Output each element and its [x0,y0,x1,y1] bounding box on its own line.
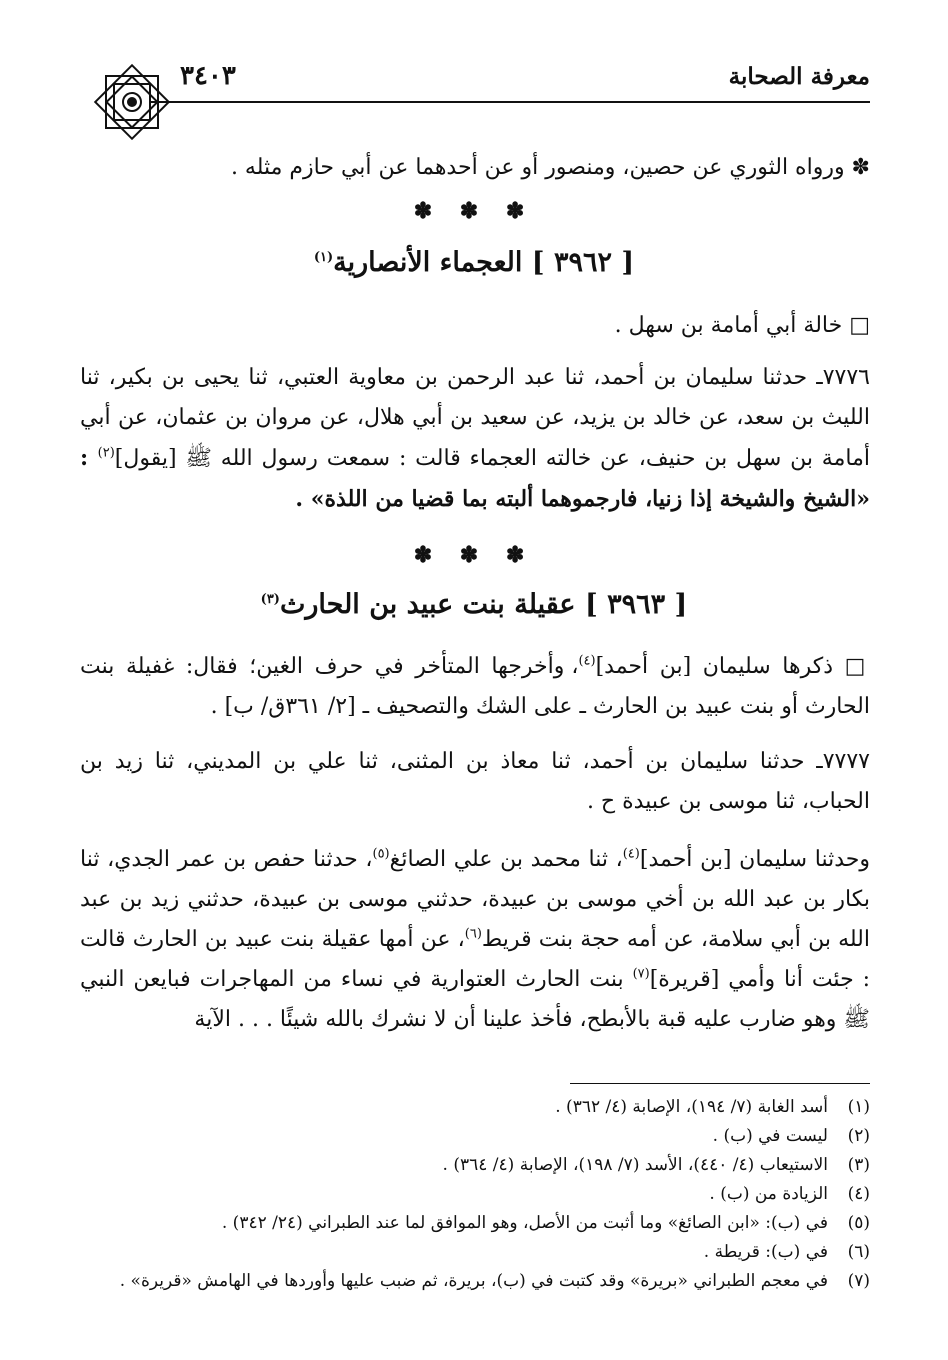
footnote-item [80,1093,870,1122]
bio-3963 [80,647,870,727]
footnote-ref: (٢) [97,445,115,461]
entry-heading-3963 [78,589,870,620]
section-separator-2: ✽ ✽ ✽ [413,542,535,568]
hadith-text: وحدثنا سليمان [بن أحمد] [639,847,870,872]
footnote-ref: (٤) [578,653,596,669]
heading-text: [ ٣٩٦٢ ] العجماء الأنصارية [333,247,635,278]
bio-3962 [80,306,870,346]
footnote-number: (٦) [847,1242,870,1262]
footnote-ref: (٧) [632,966,650,982]
section-separator: ✽ ✽ ✽ [413,198,535,224]
hadith-quote: : «الشيخ والشيخة إذا زنيا، فارجموهما ألبته بما قضيا من اللذة» . [80,445,870,512]
hadith-text: ، حدثنا حفص بن عمر الجدي، ثنا بكار بن عبد الله بن أخي موسى بن عبيدة، حدثني موسى بن عبيدة، حدثني زيد بن عبد الله بن أبي سلامة، عن أمه حجة بنت قريط [80,847,870,952]
footnote-text: في معجم الطبراني «بريرة» وقد كتبت في (ب)، بريرة، ثم ضبب عليها وأوردها في الهامش «قريرة» . [119,1271,828,1291]
hadith-text: ، ثنا محمد بن علي الصائغ [389,847,623,872]
footnote-ref: (١) [313,250,334,265]
footnote-item [80,1180,870,1209]
footnote-ref: (٥) [372,846,390,862]
footnote-item [80,1151,870,1180]
hadith-7777 [80,742,870,822]
footnote-number: (١) [847,1097,870,1117]
footnote-item [80,1267,870,1296]
hadith-text: ٧٧٧٦ـ حدثنا سليمان بن أحمد، ثنا عبد الرحمن بن معاوية العتبي، ثنا يحيى بن بكير، ثنا الليث بن سعد، عن خالد بن يزيد، عن سعيد بن أبي هلال، عن مروان بن عثمان، عن أبي أمامة بن سهل بن حنيف، عن خالته العجماء قالت : سمعت رسول الله ﷺ [يقول] [80,365,870,471]
header-rule [150,101,870,103]
entry-heading-3962 [78,247,870,278]
footnotes [80,1093,870,1296]
footnote-number: (٣) [847,1155,870,1175]
footnote-ref: (٤) [622,846,640,862]
footnote-ref: (٣) [260,592,280,607]
footnote-text: في (ب): «ابن الصائغ» وما أثبت من الأصل، وهو الموافق لما عند الطبراني (٢٤/ ٣٤٢) . [221,1213,828,1233]
hadith-7777-second-chain [80,840,870,1040]
bio-text: □ خالة أبي أمامة بن سهل . [614,313,870,338]
bio-text: □ ذكرها سليمان [بن أحمد] [595,654,870,679]
footnote-text: في (ب): قريطة . [703,1242,828,1262]
footnote-rule [570,1083,870,1084]
footnote-text: الاستيعاب (٤/ ٤٤٠)، الأسد (٧/ ١٩٨)، الإصابة (٤/ ٣٦٤) . [442,1155,828,1175]
octagram-ornament-icon [92,62,172,142]
intro-line [80,148,870,188]
footnote-item [80,1209,870,1238]
footnote-text: الزيادة من (ب) . [709,1184,828,1204]
footnote-item [80,1122,870,1151]
bio-text-cont: ، وأخرجها المتأخر في حرف الغين؛ فقال: غفيلة بنت الحارث أو بنت عبيد بن الحارث ـ على الشك والتصحيف ـ [٢/ ٣٦١ق/ ب] . [80,654,870,719]
footnote-item [80,1238,870,1267]
footnote-ref: (٦) [464,926,482,942]
hadith-text: ، عن أمها عقيلة بنت عبيد بن الحارث قالت : جئت أنا وأمي [قريرة] [80,927,870,992]
intro-text: ✽ ورواه الثوري عن حصين، ومنصور أو عن أحدهما عن أبي حازم مثله . [230,155,870,180]
running-title: معرفة الصحابة [728,63,870,90]
footnote-number: (٧) [847,1271,870,1291]
footnote-text: أسد الغابة (٧/ ١٩٤)، الإصابة (٤/ ٣٦٢) . [555,1097,828,1117]
footnote-number: (٤) [847,1184,870,1204]
footnote-text: ليست في (ب) . [712,1126,828,1146]
hadith-text: بنت الحارث العتوارية في نساء من المهاجرات فبايعن النبي ﷺ وهو ضارب عليه قبة بالأبطح، فأخذ علينا أن لا نشرك بالله شيئًا . . . الآية [80,967,870,1032]
hadith-text: ٧٧٧٧ـ حدثنا سليمان بن أحمد، ثنا معاذ بن المثنى، ثنا علي بن المديني، ثنا زيد بن الحباب، ثنا موسى بن عبيدة ح . [80,749,870,814]
hadith-7776 [80,358,870,520]
heading-text: [ ٣٩٦٣ ] عقيلة بنت عبيد بن الحارث [279,589,688,620]
footnote-number: (٢) [847,1126,870,1146]
footnote-number: (٥) [847,1213,870,1233]
page-number: ٣٤٠٣ [180,61,236,91]
